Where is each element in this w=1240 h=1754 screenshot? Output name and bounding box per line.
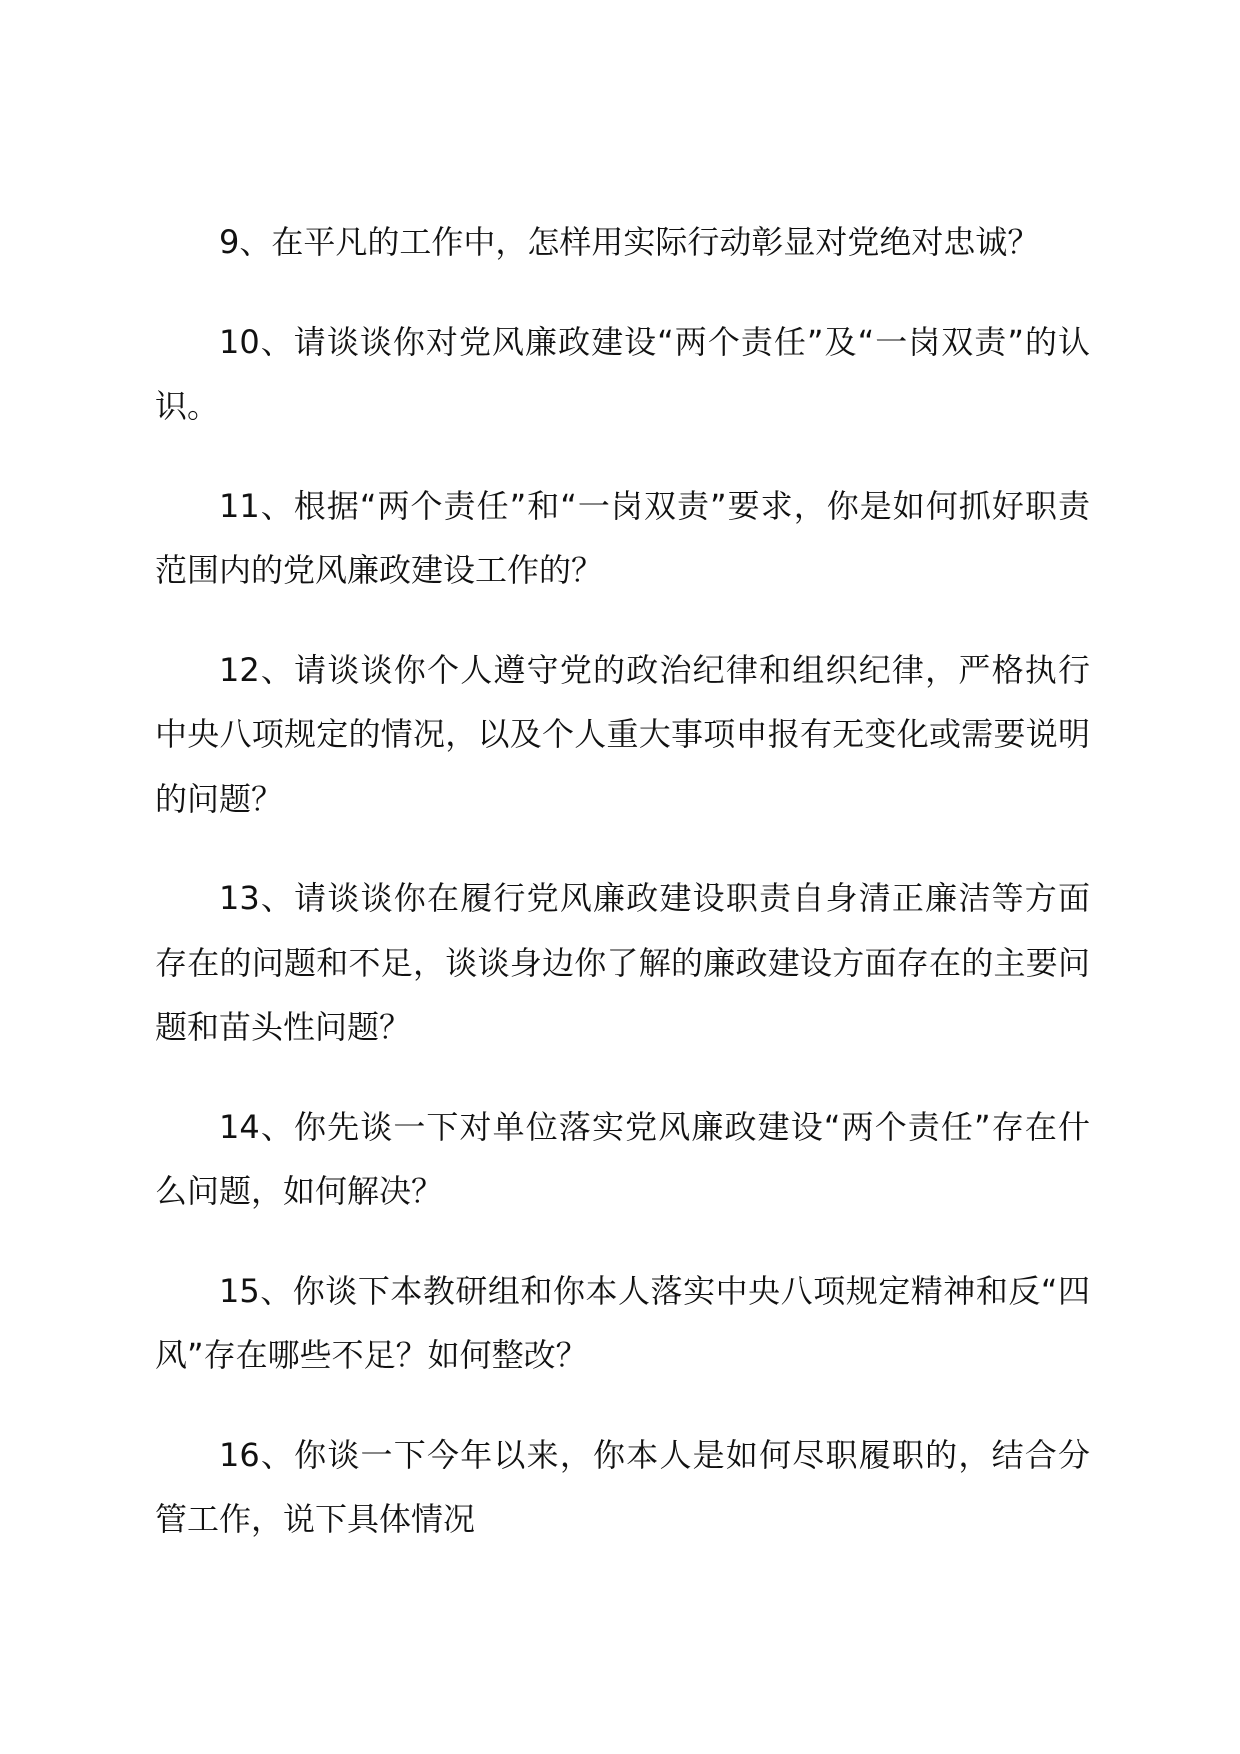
question-12: 12、请谈谈你个人遵守党的政治纪律和组织纪律，严格执行中央八项规定的情况，以及个人重大事项申报有无变化或需要说明的问题？ xyxy=(155,650,1090,818)
question-list xyxy=(155,210,1090,1552)
question-9: 9、在平凡的工作中，怎样用实际行动彰显对党绝对忠诚？ xyxy=(219,223,1040,261)
question-15: 15、你谈下本教研组和你本人落实中央八项规定精神和反“四风”存在哪些不足？如何整改？ xyxy=(155,1271,1090,1374)
question-10: 10、请谈谈你对党风廉政建设“两个责任”及“一岗双责”的认识。 xyxy=(155,322,1090,425)
question-14: 14、你先谈一下对单位落实党风廉政建设“两个责任”存在什么问题，如何解决？ xyxy=(155,1107,1090,1210)
question-16: 16、你谈一下今年以来，你本人是如何尽职履职的，结合分管工作，说下具体情况 xyxy=(155,1435,1090,1538)
question-13: 13、请谈谈你在履行党风廉政建设职责自身清正廉洁等方面存在的问题和不足，谈谈身边你了解的廉政建设方面存在的主要问题和苗头性问题？ xyxy=(155,879,1090,1046)
question-11: 11、根据“两个责任”和“一岗双责”要求，你是如何抓好职责范围内的党风廉政建设工作的？ xyxy=(155,486,1090,589)
